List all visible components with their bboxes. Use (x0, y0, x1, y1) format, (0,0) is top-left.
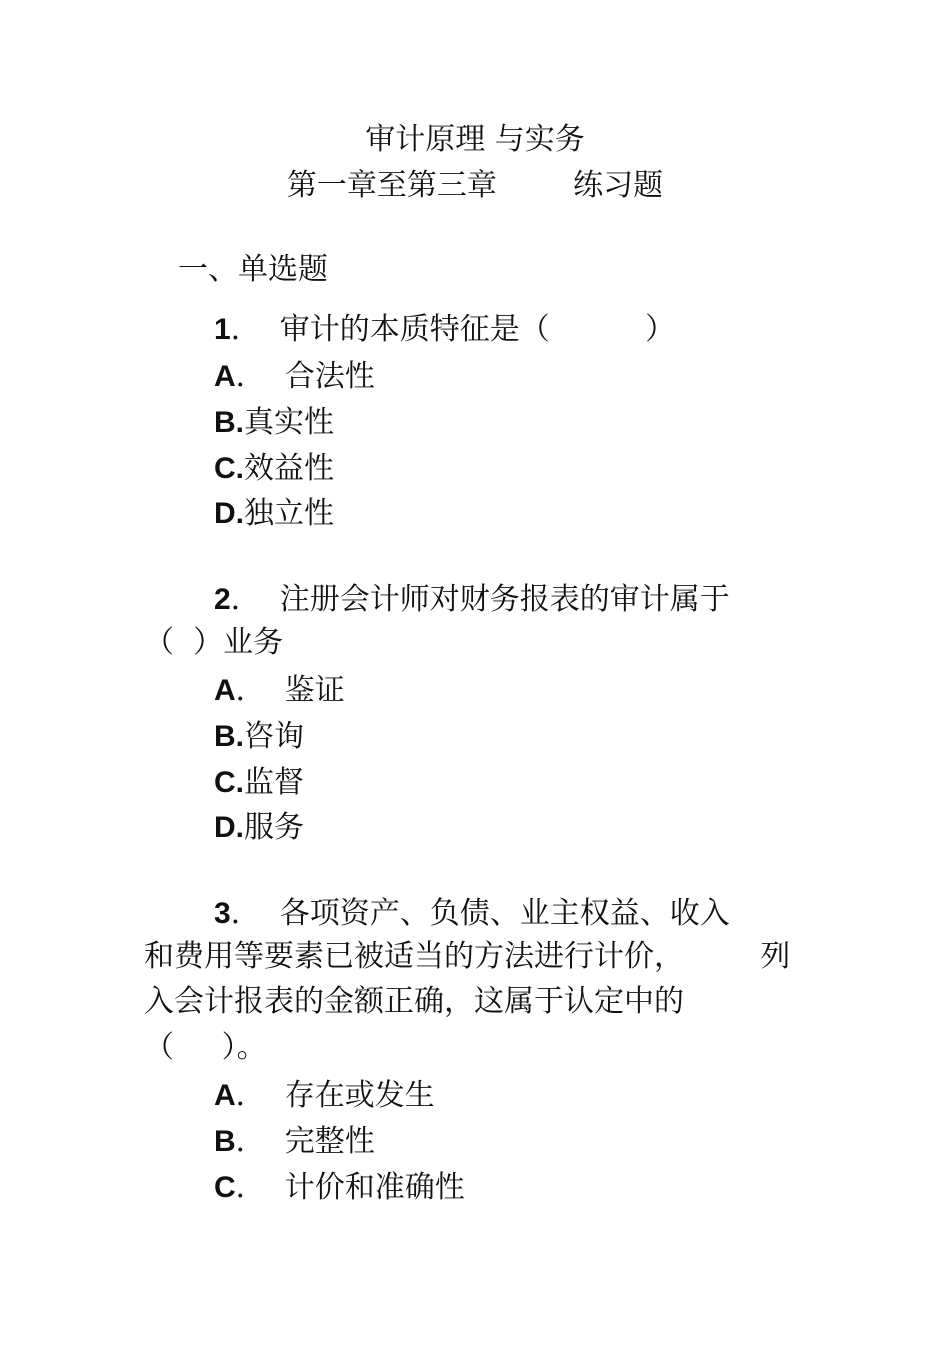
option-separator: . (235, 406, 245, 439)
question-1-option-b (214, 403, 334, 443)
question-3-option-b (214, 1122, 375, 1162)
question-3-stem-line-2: 和费用等要素已被适当的方法进行计价， 列 (144, 939, 791, 974)
option-separator: ． (235, 359, 285, 394)
question-text: ． 注册会计师对财务报表的审计属于 (230, 582, 730, 617)
option-letter: C (214, 1171, 236, 1204)
option-text: 监督 (244, 765, 305, 800)
question-3-option-a (214, 1076, 435, 1116)
question-2-option-b (214, 717, 304, 757)
question-2-option-a (214, 671, 345, 711)
question-number: 3 (214, 897, 231, 930)
option-text: 服务 (244, 810, 305, 845)
option-text: 存在或发生 (284, 1078, 435, 1113)
document-title: 审计原理 与实务 (365, 122, 585, 157)
question-number: 2 (214, 583, 231, 616)
question-2-stem-continued: （ ）业务 (144, 625, 284, 660)
question-3-option-c (214, 1168, 465, 1208)
option-separator: ． (235, 1170, 285, 1205)
option-letter: A (214, 360, 236, 393)
section-heading: 一、单选题 (178, 252, 328, 287)
option-text: 独立性 (244, 496, 335, 531)
option-letter: D (214, 811, 236, 844)
option-text: 真实性 (244, 405, 335, 440)
option-text: 效益性 (244, 451, 335, 486)
question-3-stem-line-3: 入会计报表的金额正确，这属于认定中的 (144, 984, 684, 1019)
document-subtitle: 第一章至第三章 练习题 (286, 168, 664, 203)
option-text: 完整性 (284, 1124, 375, 1159)
question-3-stem (214, 894, 730, 934)
option-text: 咨询 (244, 719, 305, 754)
option-letter: B (214, 1125, 236, 1158)
question-text: ． 各项资产、负债、业主权益、收入 (230, 896, 730, 931)
option-separator: . (235, 766, 245, 799)
question-2-stem (214, 580, 730, 620)
option-separator: . (235, 720, 245, 753)
question-1-option-a (214, 357, 375, 397)
question-number: 1 (214, 313, 231, 346)
question-1-option-d (214, 494, 334, 534)
question-3-stem-line-4: （ ）。 (144, 1030, 267, 1065)
option-letter: D (214, 497, 236, 530)
option-text: 合法性 (284, 359, 375, 394)
option-separator: ． (235, 1124, 285, 1159)
question-text: ． 审计的本质特征是（ ） (230, 312, 676, 347)
option-letter: C (214, 766, 236, 799)
option-letter: A (214, 674, 236, 707)
option-letter: A (214, 1079, 236, 1112)
option-separator: . (235, 811, 245, 844)
option-letter: B (214, 406, 236, 439)
question-2-option-c (214, 763, 304, 803)
option-separator: . (235, 497, 245, 530)
option-separator: . (235, 452, 245, 485)
option-separator: ． (235, 1078, 285, 1113)
option-letter: B (214, 720, 236, 753)
option-text: 鉴证 (284, 673, 345, 708)
question-1-option-c (214, 449, 334, 489)
question-1-stem (214, 310, 675, 350)
option-letter: C (214, 452, 236, 485)
question-2-option-d (214, 808, 304, 848)
option-separator: ． (235, 673, 285, 708)
option-text: 计价和准确性 (284, 1170, 465, 1205)
